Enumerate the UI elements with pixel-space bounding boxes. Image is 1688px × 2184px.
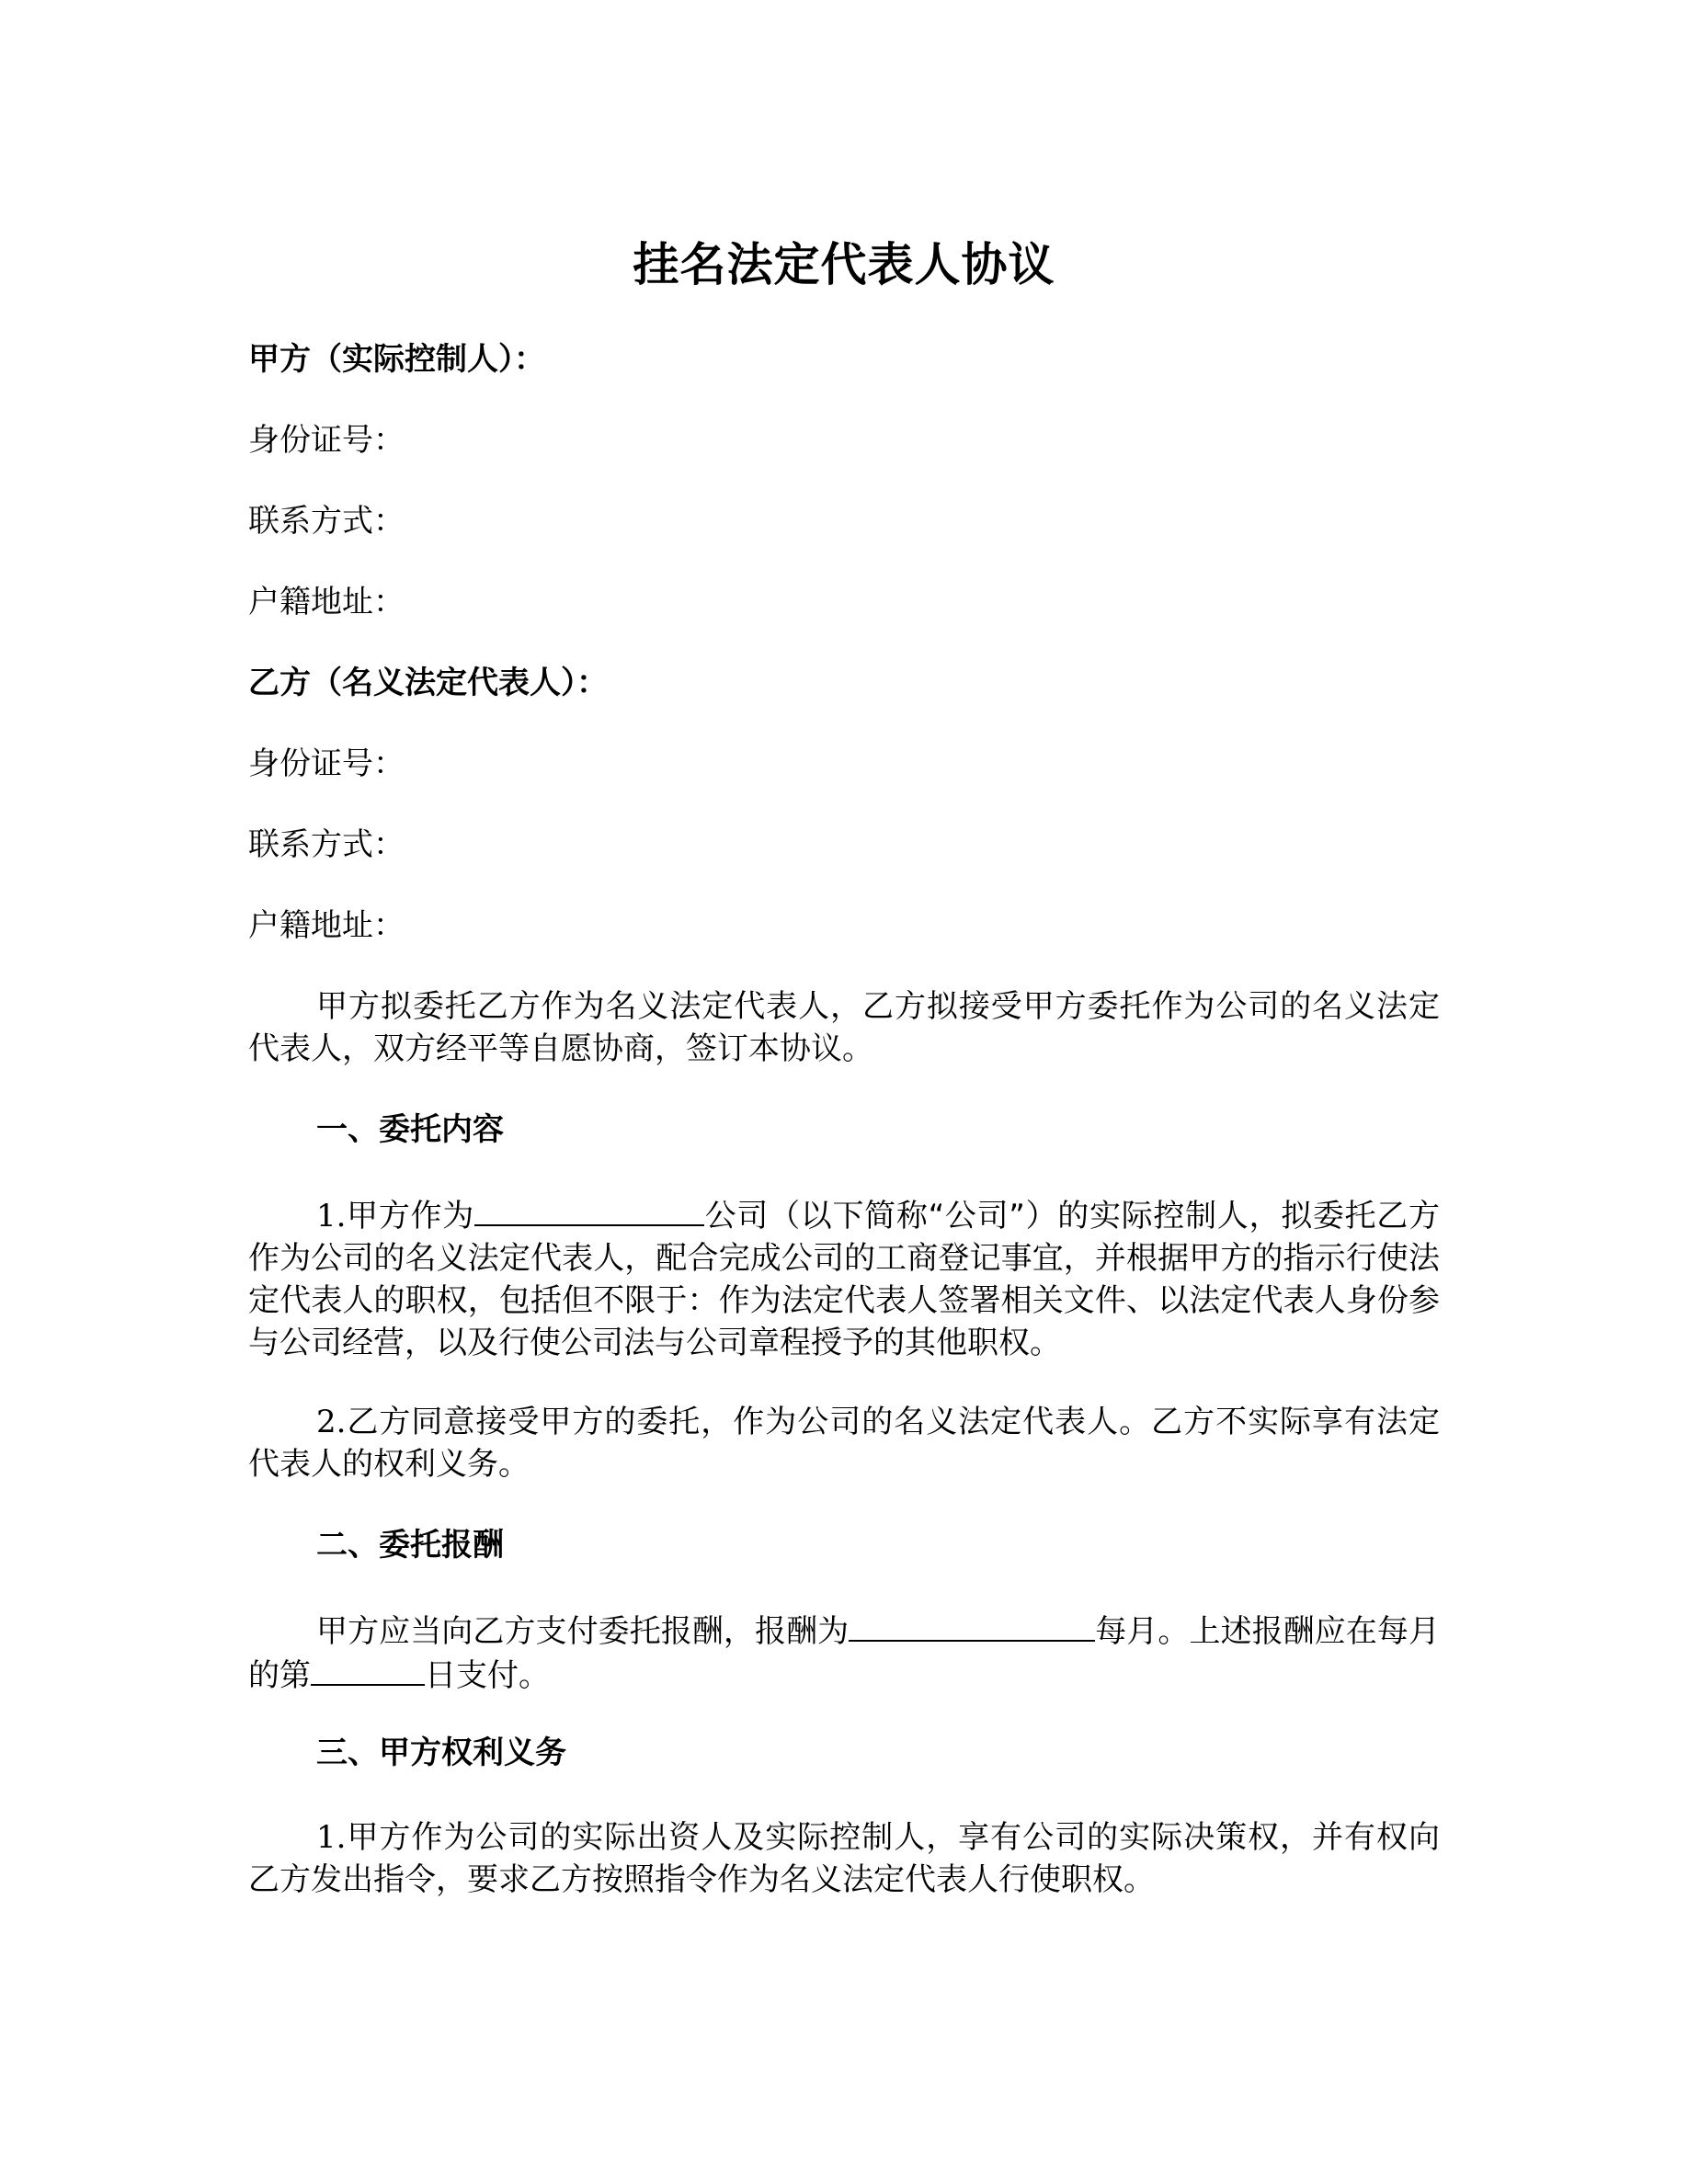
payment-day-blank [311,1653,425,1686]
section2-text-pre: 甲方应当向乙方支付委托报酬，报酬为 [316,1613,850,1650]
intro-paragraph: 甲方拟委托乙方作为名义法定代表人，乙方拟接受甲方委托作为公司的名义法定代表人，双方经平等自愿协商，签订本协议。 [248,988,1440,1067]
document-title: 挂名法定代表人协议 [633,238,1055,291]
section2-paragraph [248,1609,1440,1697]
section3-item1-text: 甲方作为公司的实际出资人及实际控制人，享有公司的实际决策权，并有权向乙方发出指令，要求乙方按照指令作为名义法定代表人行使职权。 [248,1819,1440,1898]
section2-text-mid: 每月。上述报酬应在每月的第 [248,1613,1441,1694]
company-name-blank [474,1193,704,1226]
section1-heading: 一、委托内容 [316,1111,504,1148]
section1-item2-number: 2. [316,1404,347,1440]
party-b-id-label: 身份证号： [248,745,405,782]
party-a-label: 甲方（实际控制人）： [248,341,545,378]
section3-heading: 三、甲方权利义务 [316,1735,566,1771]
party-b-contact-label: 联系方式： [248,826,405,863]
section1-item1 [248,1193,1440,1364]
party-b-address-label: 户籍地址： [248,907,405,944]
section1-item2-text: 乙方同意接受甲方的委托，作为公司的名义法定代表人。乙方不实际享有法定代表人的权利义务。 [248,1404,1440,1483]
section1-item1-pre: 甲方作为 [346,1198,474,1234]
section1-item1-number: 1. [316,1198,347,1234]
section3-item1 [248,1816,1440,1901]
section2-text-post: 日支付。 [425,1657,550,1694]
section1-item2 [248,1401,1440,1485]
party-a-contact-label: 联系方式： [248,503,405,540]
party-a-address-label: 户籍地址： [248,584,405,620]
party-b-label: 乙方（名义法定代表人）： [248,665,608,701]
section3-item1-number: 1. [316,1819,347,1856]
party-a-id-label: 身份证号： [248,422,405,459]
section2-heading: 二、委托报酬 [316,1527,504,1564]
remuneration-amount-blank [849,1609,1095,1642]
section1-item1-post: 公司（以下简称“公司”）的实际控制人，拟委托乙方作为公司的名义法定代表人，配合完成公司的工商登记事宜，并根据甲方的指示行使法定代表人的职权，包括但不限于：作为法定代表人签署相关文件、以法定代表人身份参与公司经营，以及行使公司法与公司章程授予的其他职权。 [248,1198,1441,1361]
